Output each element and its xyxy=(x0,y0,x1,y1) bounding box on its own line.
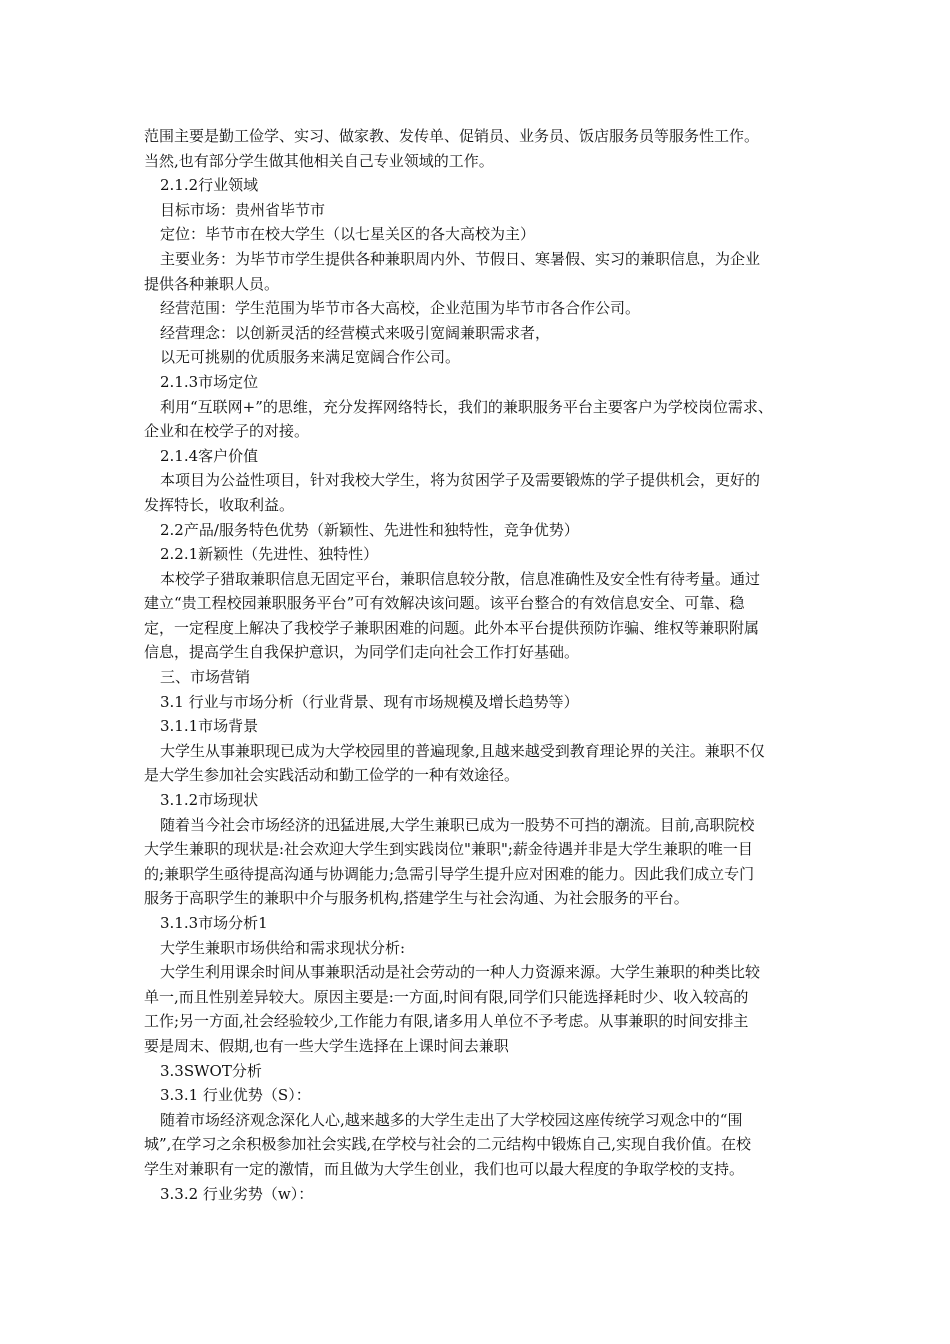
text-line: 学生对兼职有一定的激情，而且做为大学生创业，我们也可以最大程度的争取学校的支持。 xyxy=(144,1159,745,1178)
text-line: 2.1.3市场定位 xyxy=(160,372,259,391)
text-line: 大学生兼职的现状是:社会欢迎大学生到实践岗位"兼职";薪金待遇并非是大学生兼职的唯一目 xyxy=(144,840,753,859)
text-line: 三、市场营销 xyxy=(160,668,251,687)
text-line: 3.1 行业与市场分析（行业背景、现有市场规模及增长趋势等） xyxy=(160,692,579,711)
text-line: 大学生利用课余时间从事兼职活动是社会劳动的一种人力资源来源。大学生兼职的种类比较 xyxy=(160,963,761,982)
text-line: 的;兼职学生亟待提高沟通与协调能力;急需引导学生提升应对困难的能力。因此我们成立专门 xyxy=(144,864,755,883)
text-line: 3.3SWOT分析 xyxy=(160,1061,262,1080)
text-line: 大学生兼职市场供给和需求现状分析: xyxy=(160,938,406,957)
text-line: 3.3.2 行业劣势（w）： xyxy=(160,1184,314,1203)
text-line: 提供各种兼职人员。 xyxy=(144,274,280,293)
text-line: 3.1.2市场现状 xyxy=(160,791,259,810)
text-line: 本项目为公益性项目，针对我校大学生，将为贫困学子及需要锻炼的学子提供机会，更好的 xyxy=(160,471,761,490)
text-line: 工作;另一方面,社会经验较少,工作能力有限,诸多用人单位不予考虑。从事兼职的时间安排主 xyxy=(144,1012,749,1031)
text-line: 是大学生参加社会实践活动和勤工俭学的一种有效途径。 xyxy=(144,766,520,785)
text-line: 信息，提高学生自我保护意识，为同学们走向社会工作打好基础。 xyxy=(144,643,580,662)
text-line: 2.2.1新颖性（先进性、独特性） xyxy=(160,545,379,564)
text-line: 2.2产品/服务特色优势（新颖性、先进性和独特性，竞争优势） xyxy=(160,520,579,539)
document-page xyxy=(144,124,824,1206)
text-line: 3.1.3市场分析1 xyxy=(160,914,268,932)
text-line: 主要业务：为毕节市学生提供各种兼职周内外、节假日、寒暑假、实习的兼职信息，为企业 xyxy=(160,249,761,268)
text-line: 经营范围：学生范围为毕节市各大高校，企业范围为毕节市各合作公司。 xyxy=(160,299,641,318)
text-line: 建立“贵工程校园兼职服务平台”可有效解决该问题。该平台整合的有效信息安全、可靠、稳 xyxy=(144,594,745,613)
text-line: 定，一定程度上解决了我校学子兼职困难的问题。此外本平台提供预防诈骗、维权等兼职附属 xyxy=(144,618,760,637)
text-line: 城”,在学习之余积极参加社会实践,在学校与社会的二元结构中锻炼自己,实现自我价值。在校 xyxy=(144,1135,751,1154)
text-line: 要是周末、假期,也有一些大学生选择在上课时间去兼职 xyxy=(144,1036,509,1055)
text-line: 2.1.4客户价值 xyxy=(160,446,259,465)
text-line: 企业和在校学子的对接。 xyxy=(144,422,310,441)
text-line: 范围主要是勤工俭学、实习、做家教、发传单、促销员、业务员、饭店服务员等服务性工作。 xyxy=(144,127,760,145)
text-line: 随着市场经济观念深化人心,越来越多的大学生走出了大学校园这座传统学习观念中的“围 xyxy=(160,1110,743,1129)
text-line: 大学生从事兼职现已成为大学校园里的普遍现象,且越来越受到教育理论界的关注。兼职不仅 xyxy=(160,741,765,760)
text-line: 当然,也有部分学生做其他相关自己专业领域的工作。 xyxy=(144,151,494,170)
text-line: 2.1.2行业领域 xyxy=(160,176,259,195)
text-line: 本校学子猎取兼职信息无固定平台，兼职信息较分散，信息准确性及安全性有待考量。通过 xyxy=(160,569,761,588)
text-line: 3.1.1市场背景 xyxy=(160,717,259,736)
text-line: 单一,而且性别差异较大。原因主要是:一方面,时间有限,同学们只能选择耗时少、收入较高的 xyxy=(144,987,749,1006)
text-line: 以无可挑剔的优质服务来满足宽阔合作公司。 xyxy=(160,348,461,367)
text-line: 发挥特长，收取利益。 xyxy=(144,495,295,514)
text-line: 经营理念：以创新灵活的经营模式来吸引宽阔兼职需求者， xyxy=(160,323,551,342)
text-line: 服务于高职学生的兼职中介与服务机构,搭建学生与社会沟通、为社会服务的平台。 xyxy=(144,889,689,908)
text-line: 随着当今社会市场经济的迅猛进展,大学生兼职已成为一股势不可挡的潮流。目前,高职院校 xyxy=(160,815,755,834)
text-line: 3.3.1 行业优势（S）： xyxy=(160,1086,311,1105)
text-line: 目标市场：贵州省毕节市 xyxy=(160,200,326,219)
text-line: 定位：毕节市在校大学生（以七星关区的各大高校为主） xyxy=(160,225,536,244)
text-line: 利用“互联网+”的思维，充分发挥网络特长，我们的兼职服务平台主要客户为学校岗位需求、 xyxy=(160,397,773,416)
